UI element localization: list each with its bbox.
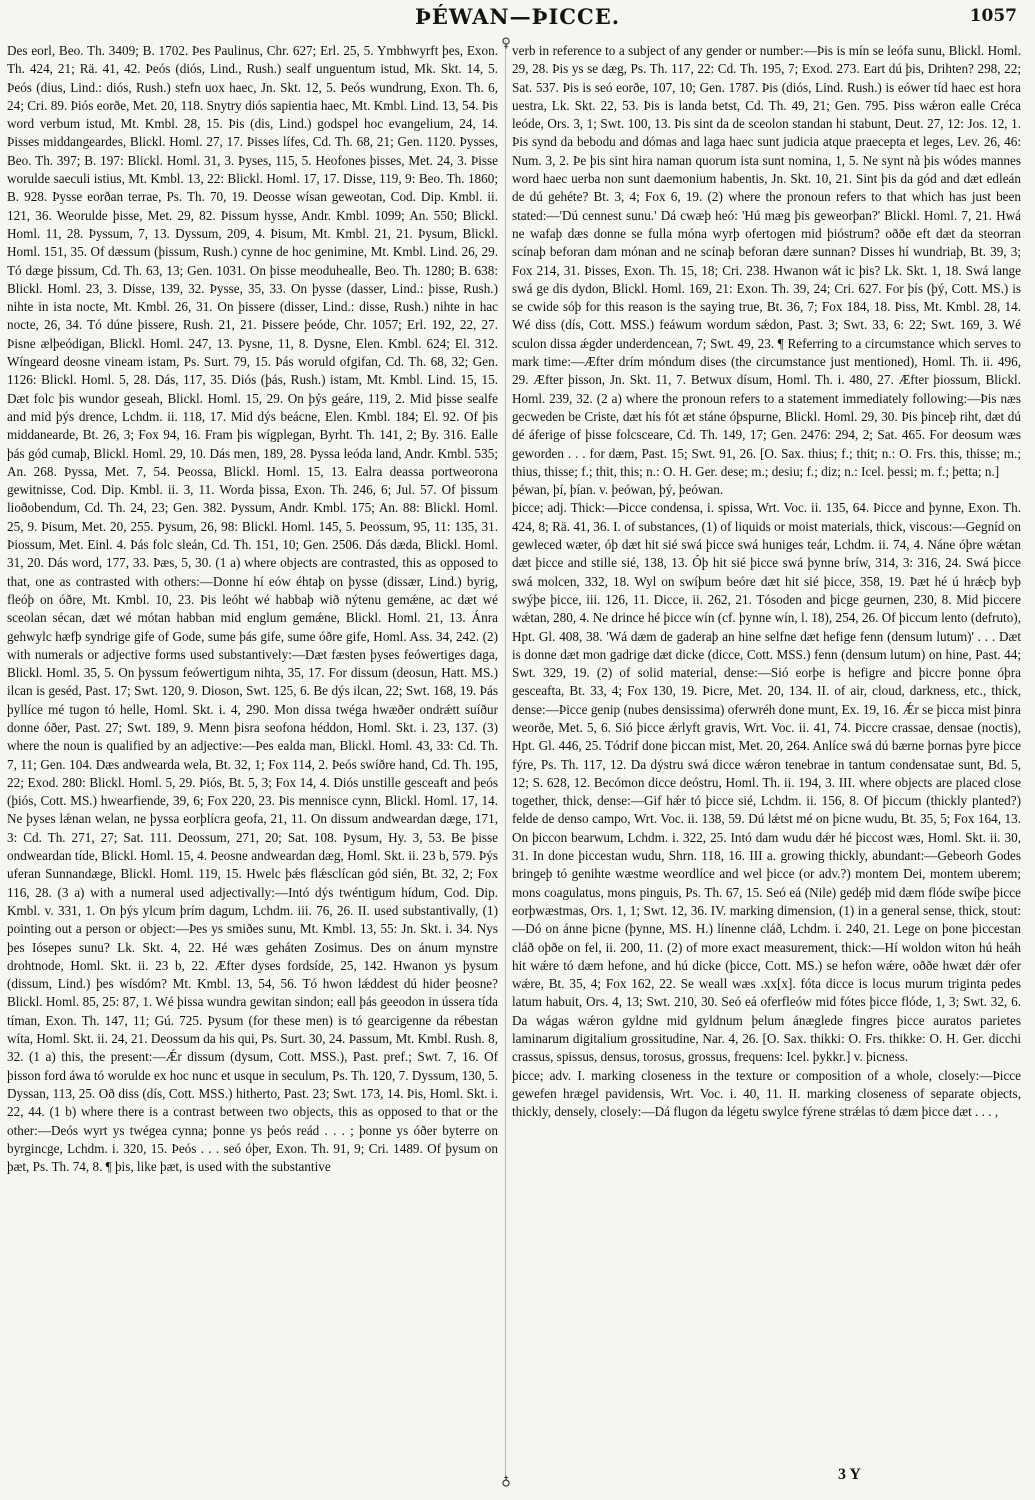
right-column: [512, 42, 1021, 1462]
entry-paragraph: Des eorl, Beo. Th. 3409; B. 1702. Þes Paulinus, Chr. 627; Erl. 25, 5. Ymbhwyrft þes, Exon. Th. 424, 21; Rä. 41, 42. Þeós (diós, Lind., Rush.) sealf unguentum istud, Mk. Skt. 14, 5. Þeós (dius, Lind.: diós, Rush.) stefn uox haec, Jn. Skt. 12, 5. Þeós wundrung, Exon. Th. 6, 24; Cri. 89. Þiós eorðe, Met. 20, 118. Snytry diós sapientia haec, Mt. Kmbl. Lind. 13, 54. Þis word verbum istud, Mt. Kmbl. 28, 15. Þis (dis, Lind.) godspel hoc evangelium, 24, 14. Þisses middangeardes, Blickl. Homl. 27, 17. Þisses lífes, Cd. Th. 68, 21; Gen. 1120. Þysses, Beo. Th. 397; B. 197: Blickl. Homl. 31, 3. Þyses, 115, 5. Heofones þisses, Met. 24, 3. Þisse worulde saeculi istius, Mt. Kmbl. 13, 22: Blickl. Homl. 17, 17. Disse, 119, 9: Beo. Th. 1860; B. 928. Þysse eorðan terrae, Ps. Th. 70, 19. Deosse wísan geweotan, Cod. Dip. Kmbl. ii. 121, 36. Weorulde þisse, Met. 29, 82. Þissum hysse, Andr. Kmbl. 1099; An. 550; Blickl. Homl. 11, 28. Þyssum, 7, 13. Dyssum, 209, 4. Þisum, Mt. Kmbl. 21, 21. Þysum, Blickl. Homl. 151, 35. Of dæssum (þissum, Rush.) cynne de hoc genimine, Mt. Kmbl. Lind. 26, 29. Tó dæge þissum, Cd. Th. 63, 13; Gen. 1031. On þisse meoduhealle, Beo. Th. 1280; B. 638: Blickl. Homl. 23, 3. Disse, 139, 32. Þysse, 35, 33. On þysse (dasser, Lind.: þisse, Rush.) nihte in ista nocte, Mt. Kmbl. 26, 31. On þissere (disser, Lind.: disse, Rush.) nihte in hac nocte, 26, 34. Tó dúne þissere, Rush. 21, 21. Þissere þeóde, Chr. 1057; Erl. 192, 22, 27. Þisne ælþeódigan, Blickl. Homl. 247, 13. Þysne, 11, 8. Dysne, Elen. Kmbl. 624; El. 312. Wíngeard deosne vineam istam, Ps. Surt. 79, 15. Þás woruld ofgifan, Cd. Th. 68, 32; Gen. 1126: Blickl. Homl. 5, 28. Dás, 117, 35. Diós (þás, Rush.) istam, Mt. Kmbl. Lind. 15, 15. Dæt folc þis wundor geseah, Blickl. Homl. 15, 29. On þýs geáre, 119, 2. Mid þisse sealfe and mid þýs drence, Lchdm. ii. 118, 17. Mid dýs beácne, Elen. Kmbl. 184; El. 92. Of þis middanearde, Bt. 26, 3; Fox 94, 16. Fram þis wígplegan, Byrht. Th. 141, 2; By. 316. Ealle þás gód cumaþ, Blickl. Homl. 29, 10. Dás men, 189, 28. Þyssa leóda land, Andr. Kmbl. 535; An. 268. Þyssa, Met. 7, 54. Þeossa, Blickl. Homl. 15, 13. Ealra deassa portweorona gewitnisse, Cod. Dip. Kmbl. ii. 3, 11. Worda þissa, Exon. Th. 246, 6; Jul. 57. Of þissum lioðobendum, Cd. Th. 24, 23; Gen. 382. Þyssum, Andr. Kmbl. 175; An. 88: Blickl. Homl. 25, 9. Þisum, Met. 20, 255. Þysum, 26, 98: Blickl. Homl. 145, 5. Þeossum, 95, 11: 135, 31. Þiossum, Met. Einl. 4. Þás folc sleán, Cd. Th. 151, 10; Gen. 2506. Dás dæda, Blickl. Homl. 31, 20. Dás word, 177, 33. Þæs, 5, 30. (1 a) where objects are contrasted, this as opposed to that, one as contrasted with others:—Donne hí eów éhtaþ on þysse (dissær, Lind.) byrig, fleóþ on óðre, Mt. Kmbl. 10, 23. Þis leóht wé habbaþ wið nýtenu gemǽne, ac dæt wé sceolan sécan, dæt wé mótan habban mid englum gemǽne, Blickl. Homl. 21, 13. Ánra gehwylc hæfþ syndrige gife of Gode, sume þás gife, sume óðre gife, Homl. Ass. 34, 242. (2) with numerals or adjective forms used substantively:—Dæt fæsten þyses feówertiges daga, Blickl. Homl. 35, 5. On þyssum feówertigum nihta, 35, 17. For dissum (deosun, Hatt. MS.) ilcan is geséd, Past. 17; Swt. 120, 9. Dioson, Swt. 125, 6. Be dýs ilcan, 22; Swt. 168, 19. Þás þyllíce mé tugon tó helle, Homl. Skt. i. 4, 290. Mon dissa twéga hwæðer ondrǽtt suíður donne óðer, Past. 27; Swt. 189, 9. Menn þisra seofona héddon, Homl. Skt. i. 23, 137. (3) where the noun is qualified by an adjective:—Þes ealda man, Blickl. Homl. 43, 33: Cd. Th. 7, 11; Gen. 104. Dæs andwearda wela, Bt. 32, 1; Fox 114, 2. Þeós swíðre hand, Cd. Th. 195, 22; Exod. 280: Blickl. Homl. 5, 29. Þiós, Bt. 5, 3; Fox 14, 4. Diós unstille gesceaft and þeós (þiós, Cott. MS.) hwearfiende, 39, 6; Fox 220, 23. Þis mennisce cynn, Blickl. Homl. 17, 14. Ne þyses lǽnan welan, ne þyssa eorþlícra geofa, 21, 11. On dissum andweardan dæge, 171, 3: Cd. Th. 271, 27; Sat. 111. Deossum, 271, 20; Sat. 108. Þysum, Hy. 3, 53. Be þisse ondweardan tíde, Blickl. Homl. 15, 4. Þeosne andweardan dæg, Homl. Skt. ii. 23 b, 579. Þýs uferan Sunnandæge, Blickl. Homl. 119, 15. Hwelc þǽs flǽsclícan gód sién, Bt. 32, 2; Fox 116, 28. (3 a) with a numeral used adjectivally:—Intó dýs twéntigum hídum, Cod. Dip. Kmbl. v. 331, 1. On þýs ylcum þrím dagum, Lchdm. iii. 76, 26. II. used substantivally, (1) pointing out a person or object:—Þes ys smiðes sunu, Mt. Kmbl. 13, 55: Jn. Skt. i. 34. Nys þes Iósepes sunu? Lk. Skt. 4, 22. Hé wæs geháten Zosimus. Des on ánum mynstre drohtnode, Homl. Skt. ii. 23 b, 22. Æfter dyses fordsíde, 25, 142. Hwanon ys þysum (dissum, Lind.) þes wísdóm? Mt. Kmbl. 13, 54, 56. Tó hwon lǽddest dú hider þeosne? Blickl. Homl. 85, 25: 87, 1. Wé þissa wundra gewitan sindon; eall þás geeodon in ússera tída tíman, Exon. Th. 147, 11; Gú. 725. Þysum (for these men) is tó gearcigenne da rébestan wíta, Homl. Skt. ii. 24, 21. Deossum da his qui, Ps. Surt. 30, 24. Þassum, Mt. Kmbl. Rush. 8, 32. (1 a) this, the present:—Ǽr dissum (dysum, Cott. MSS.), Past. pref.; Swt. 7, 16. Of þisson ford áwa tó worulde ex hoc nunc et usque in seculum, Ps. Th. 120, 7. Dyssum, 130, 5. Dyssan, 113, 25. Oð diss (dís, Cott. MSS.) hitherto, Past. 23; Swt. 173, 14. Þis, Homl. Skt. i. 22, 44. (1 b) where there is a contrast between two objects, this as opposed to that or the other:—Deós wyrt ys twégea cynna; þonne ys þeós reád . . . ; þonne ys óðer byterre on byrgincge, Lchdm. i. 320, 15. Þeós . . . seó óþer, Exon. Th. 91, 9; Cri. 1489. Of þysum on þæt, Ps. Th. 74, 8. ¶ þis, like þæt, is used with the substantive: [7, 43, 498, 1175]
entry-paragraph: verb in reference to a subject of any gender or number:—Þis is mín se leófa sunu, Blickl. Homl. 29, 28. Þis ys se dæg, Ps. Th. 117, 22: Cd. Th. 195, 7; Exod. 273. Eart dú þis, Drihten? 298, 22; Sat. 537. Þis is seó eorðe, 107, 10; Gen. 1787. Þis (diós, Lind. Rush.) is eówer tíd haec est hora uestra, Lk. Skt. 22, 53. Þis is landa betst, Cd. Th. 49, 21; Gen. 795. Þiss wǽron ealle Créca leóde, Ors. 3, 1; Swt. 100, 13. Þis sint da de sceolon standan hi stabunt, Deut. 27, 12: Jos. 12, 1. Þis synd da bebodu and dómas and laga haec sunt judicia atque praecepta et leges, Lev. 26, 46: Num. 3, 2. Þe þis sint hira naman quorum ista sunt nomina, 1, 5. Ne synt nà þis wódes mannes word haec uerba non sunt daemonium habentis, Jn. Skt. 10, 21. Sint þis da gód and dæt edleán de dú gehéte? Bt. 3, 4; Fox 6, 19. (2) where the pronoun refers to that which has just been stated:—'Dú cennest sunu.' Dá cwæþ heó: 'Hú mæg þis geweorþan?' Blickl. Homl. 7, 21. Hwá ne wafaþ dæs donne se fulla móna wyrþ ofertogen mid þióstrum? oððe eft dæt da steorran scínaþ beforan dam mónan and ne scínaþ beforan dære sunnan? Disses hí wundriaþ, Bt. 39, 3; Fox 214, 31. Þisses, Exon. Th. 15, 18; Cri. 238. Hwanon wát ic þis? Lk. Skt. 1, 18. Swá lange swá ge dis dydon, Blickl. Homl. 169, 21: Exon. Th. 39, 24; Cri. 627. For þís (þý, Cott. MS.) is se cwide sóþ for this reason is the saying true, Bt. 36, 7; Fox 184, 18. Þiss, Mt. Kmbl. 28, 14. Wé diss (dís, Cott. MSS.) feáwum wordum sǽdon, Past. 3; Swt. 33, 6: 22; Swt. 169, 3. Wé sculon dissa ǽgder underdencean, 7; Swt. 49, 23. ¶ Referring to a circumstance which serves to mark time:—Æfter drím móndum dises (the circumstance just mentioned), Homl. Th. ii. 496, 29. Æfter þisson, Jn. Skt. 11, 7. Betwux dísum, Homl. Th. i. 480, 27. Æfter þiossum, Blickl. Homl. 239, 32. (2 a) where the pronoun refers to a statement immediately following:—Þis næs gecweden be Criste, dæt hís fót æt stáne óþspurne, Blickl. Homl. 29, 30. Þis þinceþ riht, dæt dú dé áferige of þisse folcsceare, Cd. Th. 149, 17; Gen. 2476: 294, 2; Sat. 465. For deosum wæs geworden . . . for dæm, Past. 15; Swt. 91, 26. [O. Sax. thius; f.; thit; n.: O. Frs. this, thisse; m.; thius, thisse; f.; thit, this; n.: O. H. Ger. dese; m.; desiu; f.; diz; n.: Icel. þessi; m. f.; þetta; n.]: [512, 43, 1021, 479]
running-head: ÞÉWAN—ÞICCE.: [414, 4, 621, 29]
entry-paragraph: þicce; adj. Thick:—Þicce condensa, i. spissa, Wrt. Voc. ii. 135, 64. Þicce and þynne, Exon. Th. 424, 8; Rä. 41, 36. I. of substances, (1) of liquids or moist materials, thick, viscous:—Gegníd on gewleced wæter, óþ dæt hit sié swá þicce swá huniges teár, Lchdm. ii. 74, 4. Náne óþre wǽtan dæt þicce and stille sié, 138, 13. Óþ hit sié þicce swá þynne bríw, 314, 3: 316, 24. Swá þicce swá molcen, 332, 18. Wyl on swíþum beóre dæt hit sié þicce, 358, 19. Þæt hé ú hrǽcþ byþ swýþe þicce, iii. 126, 11. Dicce, ii. 262, 21. Tósoden and þicge geurnen, 230, 8. Mid þiccere wǽtan, 280, 4. Ne drince hé þicce wín (cf. þynne wín, l. 18), 254, 26. Of þiccum lento (defruto), Hpt. Gl. 408, 38. 'Wá dæm de gaderaþ an hine selfne dæt hefige fenn (densum lutum)' . . . Dæt is donne dæt mon gadrige dæt dicke (dicce, Cott. MSS.) fenn (densum lutum) on hine, Past. 44; Swt. 329, 19. (2) of solid material, dense:—Sió eorþe is hefigre and þiccre þonne óþra gesceafta, Bt. 33, 4; Fox 130, 19. Þicre, Met. 20, 134. II. of air, cloud, darkness, etc., thick, dense:—Þicce genip (nubes densissima) oferwréh done munt, Ex. 19, 16. Ǽr se þicca mist þinra weorðe, Met. 5, 6. Sió þicce ǽrlyft gravis, Wrt. Voc. ii. 41, 74. Þiccre crassae, densae (noctis), Hpt. Gl. 446, 25. Tódrif done þiccan mist, Met. 20, 264. Anlíce swá dú bærne þornas þyre þicce fýre, Ps. Th. 117, 12. Da dýstru swá dicce wǽron tenebrae in tantum condensatae sunt, Bd. 5, 12; S. 628, 12. Becómon dicce deóstru, Homl. Th. ii. 194, 3. III. where objects are placed close together, thick, dense:—Gif hǽr tó þicce sié, Lchdm. ii. 156, 8. Of þiccum (thickly planted?) felde de denso campo, Wrt. Voc. ii. 138, 59. Dú lǽtst mé on þicne wudu, Bt. 35, 5; Fox 164, 13. On þiccon bearwum, Lchdm. i. 322, 25. Intó dam wudu dǽr hé þiccost wæs, Homl. Skt. ii. 30, 31. In done þiccestan wudu, Shrn. 118, 16. III a. growing thickly, abundant:—Gebeorh Godes bringeþ tó genihte wæstme weordlíce and wel þicce (or adv.?) montem Dei, montem uberem; mons coagulatus, mons pinguis, Ps. Th. 67, 15. Seó eá (Nile) gedéþ mid dæm flóde swíþe þicce eorþwæstmas, Ors. 1, 1; Swt. 12, 36. IV. marking dimension, (1) in a general sense, thick, stout:—Dó on ánne þicne (þynne, MS. H.) línenne cláð, Lchdm. i. 240, 21. Lege on þone þiccestan cláð oþðe on fel, ii. 200, 11. (2) of more exact measurement, thick:—Hí woldon witon hú heáh hit wǽre tó dæm hefone, and hú dicke (þicce, Cott. MS.) se hefon wǽre, oððe hwæt dǽr ofer wǽre, Bt. 35, 4; Fox 162, 22. Se weall wæs .xx[x]. fóta dicce is locus murum triginta pedes latum habuit, Ors. 4, 13; Swt. 210, 30. Seó eá oferfleów mid fótes þicce flóde, 1, 3; Swt. 32, 6. Da wágas wǽron gyldne mid gyldnum þelum ánæglede fingres þicce auratos parietes laminarum digitalium grossitudine, Nar. 4, 26. [O. Sax. thikki: O. Frs. thikke: O. H. Ger. dicchi crassus, spissus, densus, torosus, grossus, frequens: Icel. þykkr.] v. þicness.: [512, 500, 1021, 1065]
left-column: [7, 42, 498, 1462]
column-divider: [505, 40, 506, 1480]
divider-ornament-top: ♀: [501, 36, 511, 51]
page-number: 1057: [969, 6, 1017, 26]
entry-paragraph: þicce; adv. I. marking closeness in the texture or composition of a whole, closely:—Þicce gewefen hrægel pavidensis, Wrt. Voc. i. 40, 11. II. marking closeness of separate objects, thickly, densely, closely:—Dá flugon da légetu swylce fýrene strǽlas tó dæm þicce dæt . . . ,: [512, 1067, 1021, 1120]
page-header: [0, 4, 1035, 30]
divider-ornament-bottom: ♁: [501, 1474, 511, 1489]
signature-mark: 3 Y: [838, 1466, 861, 1483]
entry-paragraph: þéwan, þí, þían. v. þeówan, þý, þeówan.: [512, 482, 724, 498]
